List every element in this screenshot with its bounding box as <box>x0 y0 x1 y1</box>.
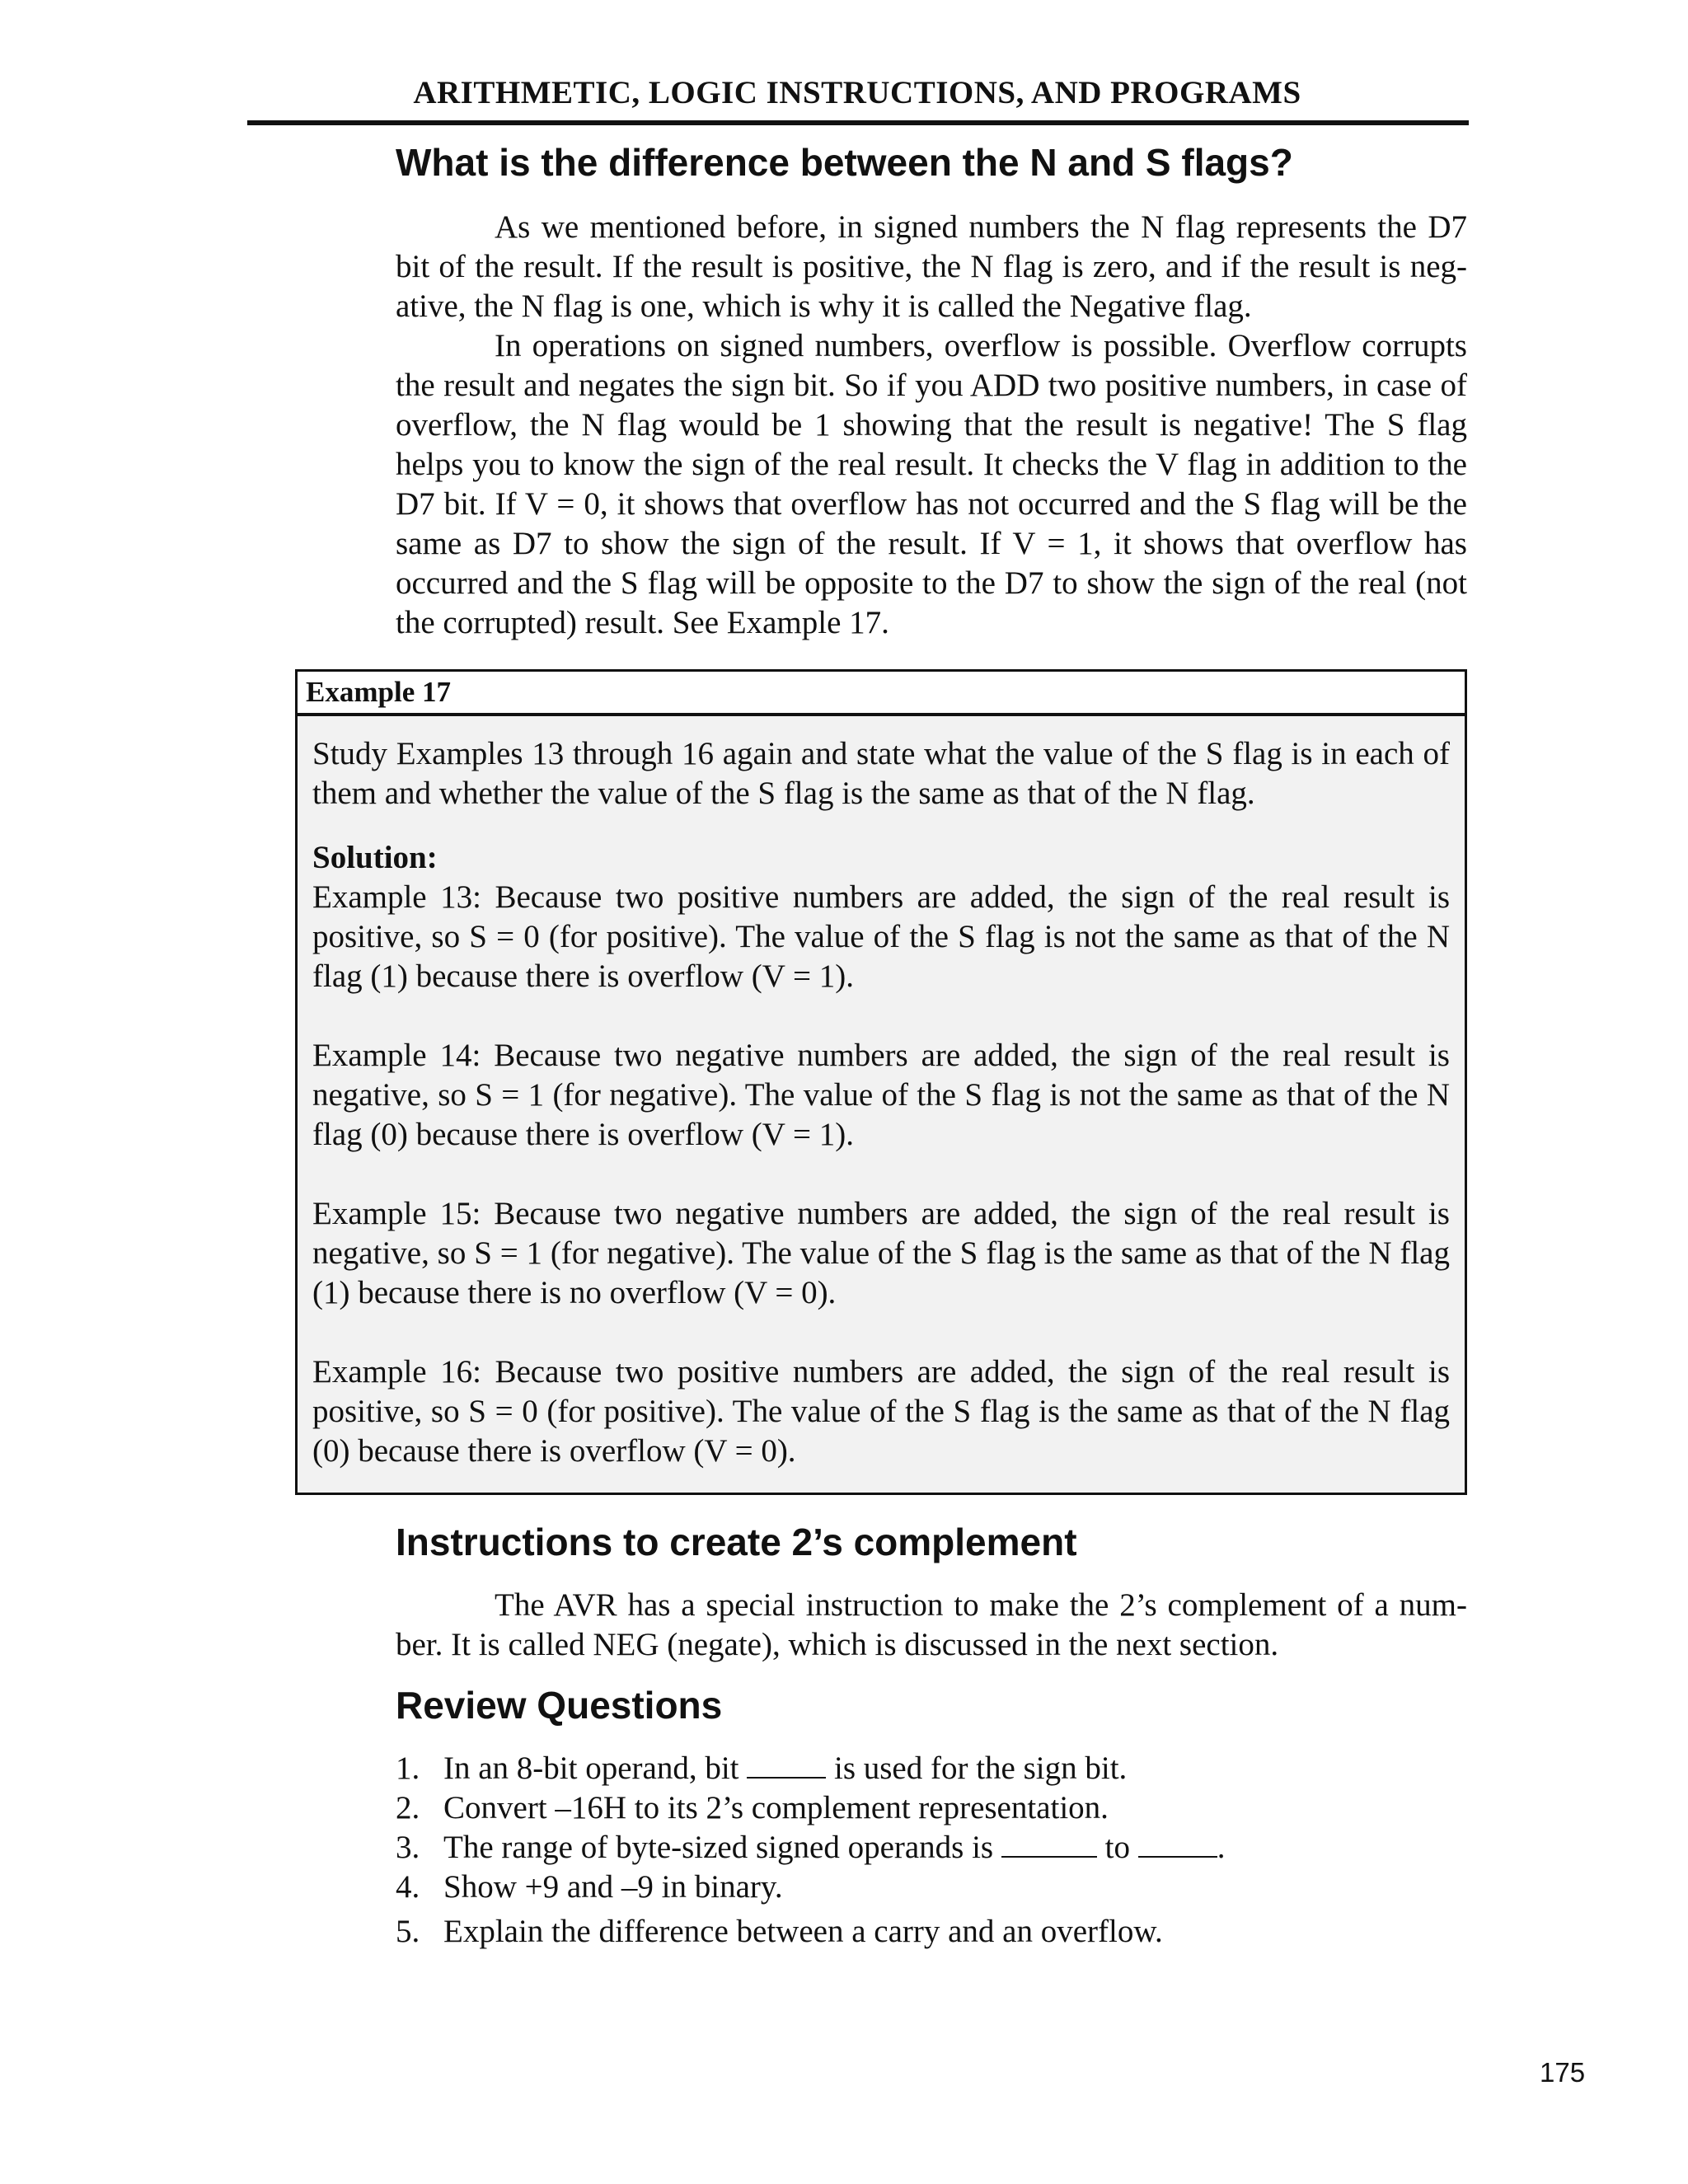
running-head: ARITHMETIC, LOGIC INSTRUCTIONS, AND PROGRAMS <box>413 75 1301 110</box>
question-text: Show +9 and –9 in binary. <box>443 1869 783 1905</box>
section-heading-2s-complement: Instructions to create 2’s complement <box>396 1521 1077 1563</box>
question-number: 2. <box>396 1790 420 1825</box>
header-rule <box>247 120 1469 125</box>
review-question <box>396 1912 1467 1952</box>
section-heading-n-s-flags: What is the difference between the N and S flags? <box>396 141 1293 184</box>
paragraph: The AVR has a special instruction to make the 2’s complement of a number. It is called NEG (negate), which is discussed in the next section. <box>396 1587 1467 1662</box>
answer-blank <box>747 1749 826 1779</box>
question-number: 5. <box>396 1914 420 1949</box>
question-number: 3. <box>396 1830 420 1865</box>
review-question <box>396 1828 1467 1868</box>
section-2s-complement-body <box>396 1586 1467 1665</box>
question-text: In an 8-bit operand, bit is used for the sign bit. <box>443 1750 1128 1786</box>
review-question <box>396 1788 1467 1828</box>
review-questions-list <box>396 1749 1467 1952</box>
example-answer: Example 15: Because two negative numbers are added, the sign of the real result is negative, so S = 1 (for negative). The value of the S flag is the same as that of the N flag (1) because there is no overflow (V = 0). <box>312 1196 1450 1310</box>
example-answer: Example 16: Because two positive numbers are added, the sign of the real result is positive, so S = 0 (for positive). The value of the S flag is the same as that of the N flag (0) because there is overflow (V = 0). <box>312 1354 1450 1469</box>
example-answer: Example 14: Because two negative numbers are added, the sign of the real result is negative, so S = 1 (for negative). The value of the S flag is not the same as that of the N flag (0) because there is overflow (V = 1). <box>312 1038 1450 1152</box>
example-box <box>295 669 1467 1495</box>
review-question <box>396 1868 1467 1907</box>
paragraph: As we mentioned before, in signed numbers the N flag represents the D7 bit of the result. If the result is positive, the N flag is zero, and if the result is negative, the N flag is one, which is why it is called the Negative flag. <box>396 209 1467 324</box>
question-number: 1. <box>396 1750 420 1786</box>
section-heading-review-questions: Review Questions <box>396 1684 723 1727</box>
answer-blank <box>1001 1828 1097 1858</box>
review-question <box>396 1749 1467 1788</box>
question-text: Convert –16H to its 2’s complement representation. <box>443 1790 1109 1825</box>
answer-blank <box>1138 1828 1217 1858</box>
example-answer: Example 13: Because two positive numbers are added, the sign of the real result is positive, so S = 0 (for positive). The value of the S flag is not the same as that of the N flag (1) because there is overflow (V = 1). <box>312 879 1450 994</box>
example-body <box>298 716 1465 1471</box>
question-text: The range of byte-sized signed operands is to . <box>443 1830 1226 1865</box>
page-number: 175 <box>1540 2057 1586 2088</box>
paragraph: In operations on signed numbers, overflow is possible. Overflow corrupts the result and negates the sign bit. So if you ADD two positive numbers, in case of overflow, the N flag would be 1 showing that the result is negative! The S flag helps you to know the sign of the real result. It checks the V flag in addition to the D7 bit. If V = 0, it shows that overflow has not occurred and the S flag will be the same as D7 to show the sign of the result. If V = 1, it shows that overflow has occurred and the S flag will be opposite to the D7 to show the sign of the real (not the corrupted) result. See Example 17. <box>396 328 1467 640</box>
example-intro: Study Examples 13 through 16 again and state what the value of the S flag is in each of them and whether the value of the S flag is the same as that of the N flag. <box>312 736 1450 811</box>
question-number: 4. <box>396 1869 420 1905</box>
question-text: Explain the difference between a carry and an overflow. <box>443 1914 1163 1949</box>
solution-label: Solution: <box>312 840 438 875</box>
section-n-s-flags-body <box>396 208 1467 643</box>
example-title: Example 17 <box>298 672 1465 716</box>
